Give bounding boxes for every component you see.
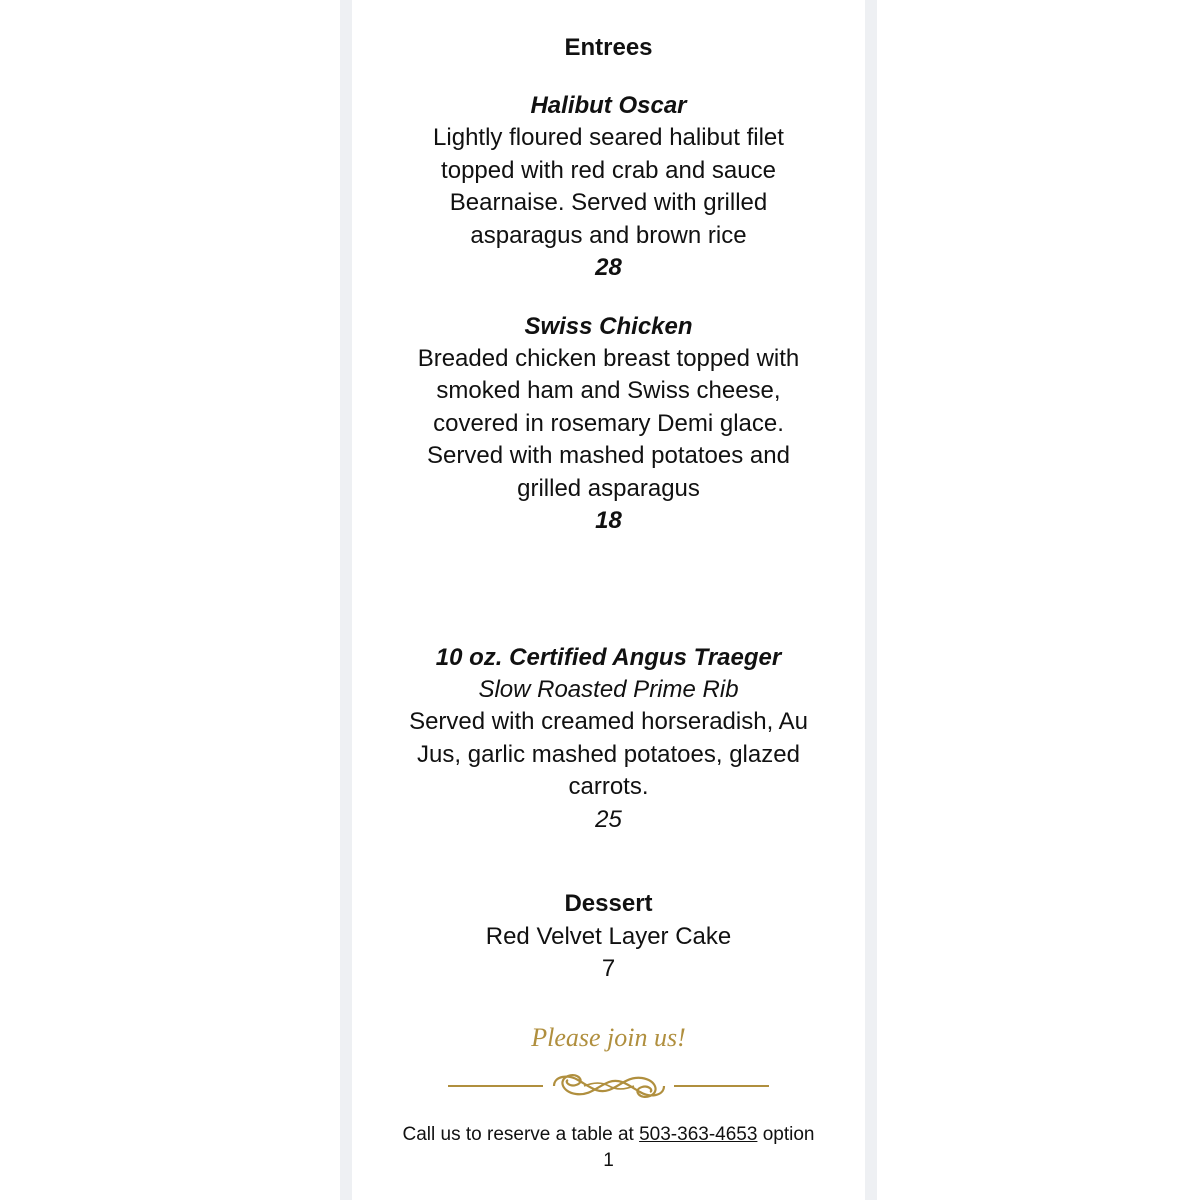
item-description-line: Served with mashed potatoes and bbox=[427, 442, 790, 469]
reservation-line bbox=[352, 1122, 865, 1148]
item-description-line: Served with creamed horseradish, Au bbox=[409, 708, 808, 735]
item-description-line: Breaded chicken breast topped with bbox=[417, 345, 800, 372]
item-subtitle: Slow Roasted Prime Rib bbox=[478, 676, 739, 703]
gold-flourish-divider-icon bbox=[446, 1070, 772, 1110]
item-description-line: Bearnaise. Served with grilled bbox=[449, 189, 768, 216]
reservation-suffix: option bbox=[762, 1124, 815, 1145]
dessert-name: Red Velvet Layer Cake bbox=[485, 923, 732, 950]
phone-link[interactable]: 503-363-4653 bbox=[639, 1124, 758, 1145]
item-name-halibut-oscar: Halibut Oscar bbox=[530, 92, 687, 119]
item-description-line: Lightly floured seared halibut filet bbox=[433, 124, 784, 151]
reservation-prefix: Call us to reserve a table at bbox=[402, 1124, 634, 1145]
item-name-prime-rib: 10 oz. Certified Angus Traeger bbox=[435, 644, 782, 671]
invite-text: Please join us! bbox=[531, 1023, 686, 1052]
entrees-heading: Entrees bbox=[564, 34, 653, 61]
item-name-swiss-chicken: Swiss Chicken bbox=[524, 313, 693, 340]
item-description-line: carrots. bbox=[568, 773, 649, 800]
item-price: 28 bbox=[595, 254, 622, 281]
reservation-suffix-line2: 1 bbox=[603, 1150, 614, 1171]
left-gutter bbox=[340, 0, 352, 1200]
dessert-heading: Dessert bbox=[564, 890, 653, 917]
dessert-price: 7 bbox=[601, 955, 616, 982]
item-price: 25 bbox=[595, 806, 622, 833]
item-description-line: asparagus and brown rice bbox=[470, 222, 747, 249]
item-description-line: grilled asparagus bbox=[517, 475, 700, 502]
menu-card bbox=[352, 0, 865, 1200]
right-gutter bbox=[865, 0, 877, 1200]
item-description-line: Jus, garlic mashed potatoes, glazed bbox=[417, 741, 800, 768]
item-price: 18 bbox=[595, 507, 622, 534]
item-description-line: smoked ham and Swiss cheese, bbox=[436, 377, 781, 404]
item-description-line: covered in rosemary Demi glace. bbox=[433, 410, 784, 437]
item-description-line: topped with red crab and sauce bbox=[441, 157, 776, 184]
